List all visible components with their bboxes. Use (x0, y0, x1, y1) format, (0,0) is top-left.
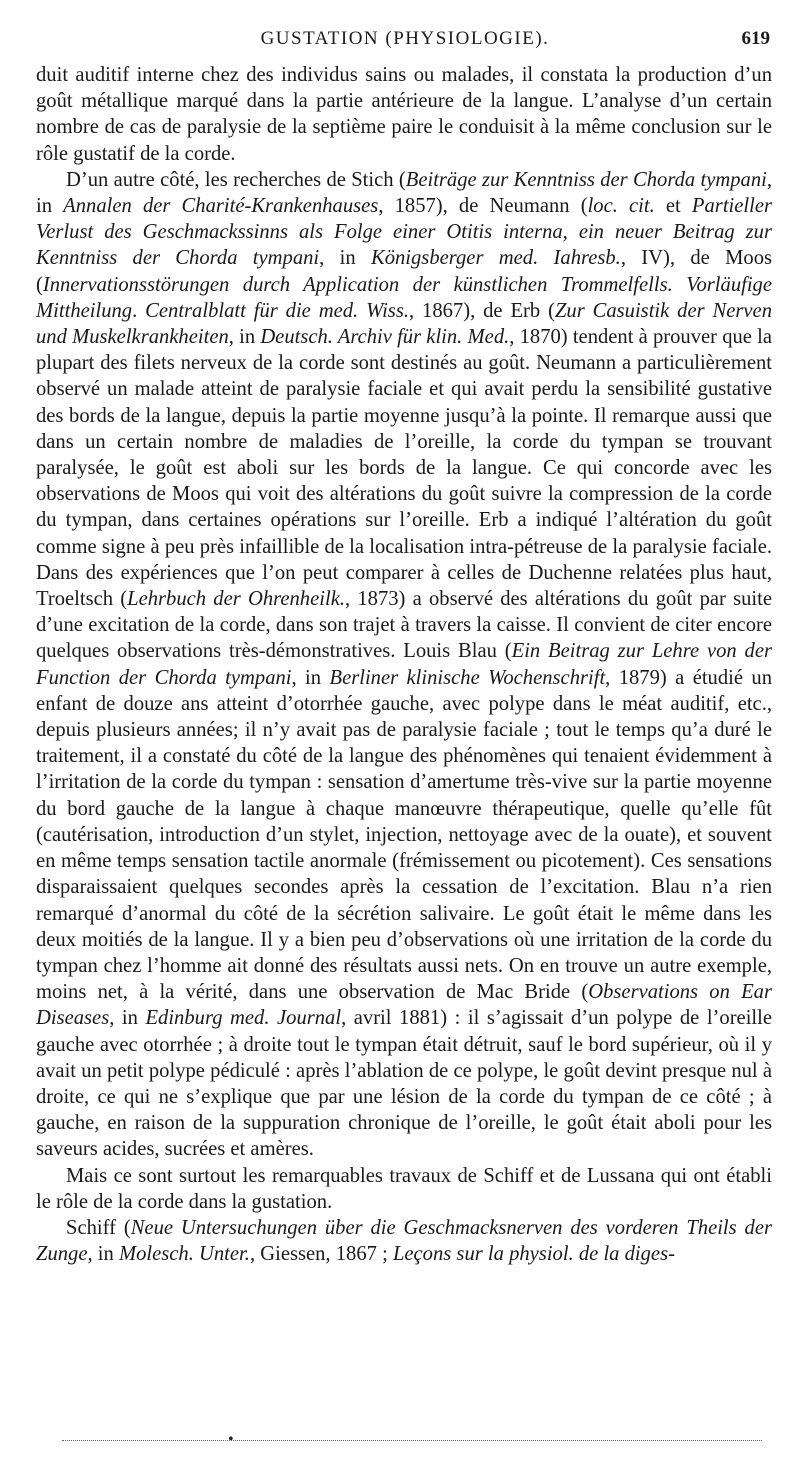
citation-title: Zur Casuistik der Nerven und Muskelkrankheiten (36, 299, 772, 349)
paragraph (36, 167, 772, 1163)
citation-title: Leçons sur la physiol. de la diges- (392, 1243, 675, 1266)
text-run: Schiff ( (66, 1216, 131, 1239)
text-run: , 1873) a observé des altérations du goût par suite d’une excitation de la corde, dans son trajet à travers la caisse. Il convient de citer encore quelques observations très-démonstratives. Louis Blau ( (36, 588, 772, 663)
text-run: , 1857), de Neumann ( (378, 195, 588, 218)
paragraph (36, 62, 772, 167)
citation-title: Centralblatt für die med. Wiss. (145, 299, 409, 322)
citation-title: Edinburg med. Journal (145, 1007, 342, 1030)
citation-title: Molesch. Unter. (118, 1243, 250, 1266)
text-run: , in (87, 1243, 119, 1266)
page-number: 619 (741, 28, 770, 49)
citation-title: Innervationsstörungen durch Application der künstlichen Trommelfells. Vorläufige Mittheilung (36, 273, 772, 322)
citation-title: Partieller Verlust des Geschmackssinns als Folge einer Otitis interna, ein neuer Beitrag zur Kenntniss der Chorda tympani (36, 195, 772, 270)
citation-title: Königsberger med. Iahresb. (370, 247, 621, 270)
text-run: , Giessen, 1867 ; (249, 1243, 393, 1266)
citation-title: Annalen der Charité-Krankenhauses (63, 195, 379, 218)
text-run: duit auditif interne chez des individus sains ou malades, il constata la production d’un goût métallique marqué dans la partie antérieure de la langue. L’analyse d’un certain nombre de cas de paralysie de la septième paire le conduisit à la même conclusion sur le rôle gustatif de la corde. (36, 64, 772, 165)
paragraph (36, 1163, 772, 1215)
citation-title: Deutsch. Archiv für klin. Med. (260, 326, 510, 349)
text-run: , in (36, 168, 772, 218)
citation-title: Observations on Ear Diseases (36, 981, 772, 1030)
paragraph (36, 1215, 772, 1267)
text-run: , IV), de Moos ( (36, 247, 773, 296)
running-title: GUSTATION (PHYSIOLOGIE). (260, 28, 550, 49)
running-head (40, 28, 770, 58)
text-run: D’un autre côté, les recherches de Stich ( (66, 168, 406, 191)
citation-title: Beiträge zur Kenntniss der Chorda tympani (405, 168, 767, 191)
body-text (36, 62, 772, 1267)
text-run: . (132, 299, 146, 322)
text-run: , 1867), de Erb ( (408, 299, 555, 322)
citation-title: Lehrbuch der Ohrenheilk. (127, 588, 345, 611)
citation-title: Ein Beitrag zur Lehre von der Function der Chorda tympani (36, 640, 772, 689)
text-run: , 1870) tendent à prouver que la plupart des filets nerveux de la corde sont destinés au goût. Neumann a particulièrement observé un malade atteint de paralysie faciale et qui avait perdu la sensibilité gustative des bords de la langue, depuis la partie moyenne jusqu’à la pointe. Il remarque aussi que dans un certain nombre de maladies de l’oreille, la corde du tympan se trouvant paralysée, le goût est aboli sur les bords de la langue. Ce qui concorde avec les observations de Moos qui voit des altérations du goût suivre la compression de la corde du tympan, dans certaines opérations sur l’oreille. Erb a indiqué l’altération du goût comme signe à peu près infaillible de la localisation intra-pétreuse de la paralysie faciale. Dans des expériences que l’on peut comparer à celles de Duchenne relatées plus haut, Troeltsch ( (36, 326, 772, 611)
text-run: , 1879) a étudié un enfant de douze ans atteint d’otorrhée gauche, avec polype dans le méat auditif, etc., depuis plusieurs années; il n’y avait pas de paralysie faciale ; tout le temps qu’a duré le traitement, il a constaté du côté de la langue des phénomènes qui tenaient évidemment à l’irritation de la corde du tympan : sensation d’amertume très-vive sur la partie moyenne du bord gauche de la langue à chaque manœuvre thérapeutique, quelle qu’elle fût (cautérisation, introduction d’un stylet, injection, nettoyage avec de la ouate), et souvent en même temps sensation tactile anormale (frémissement ou picotement). Ces sensations disparaissaient quelques secondes après la cessation de l’excitation. Blau n’a rien remarqué d’anormal du côté de la sécrétion salivaire. Le goût était le même dans les deux moitiés de la langue. Il y a bien peu d’observations où une irritation de la corde du tympan chez l’homme ait donné des résultats aussi nets. On en trouve un autre exemple, moins net, à la vérité, dans une observation de Mac Bride ( (36, 666, 773, 1004)
text-run: , avril 1881) : il s’agissait d’un polype de l’oreille gauche avec otorrhée ; à droite tout le tympan était détruit, sauf le bord supérieur, où il y avait un petit polype pédiculé : après l’ablation de ce polype, le goût devint presque nul à droite, ce qui ne s’explique que par une lésion de la corde du tympan de ce côté ; à gauche, en raison de la suppuration chronique de l’oreille, le goût était aboli pour les saveurs acides, sucrées et amères. (36, 1007, 772, 1161)
citation-title: loc. cit. (587, 195, 655, 218)
footer-dotted-rule (62, 1440, 762, 1441)
text-run: , in (109, 1007, 146, 1030)
text-run: Mais ce sont surtout les remarquables travaux de Schiff et de Lussana qui ont établi le rôle de la corde dans la gustation. (36, 1164, 772, 1213)
citation-title: Neue Untersuchungen über die Geschmacksnerven des vorderen Theils der Zunge (36, 1216, 772, 1266)
footer-dot-mark: • (228, 1431, 234, 1448)
text-run: , in (291, 666, 330, 689)
text-run: , in (319, 247, 371, 270)
text-run: et (654, 195, 692, 218)
citation-title: Berliner klinische Wochenschrift (329, 666, 606, 689)
text-run: , in (228, 326, 261, 349)
